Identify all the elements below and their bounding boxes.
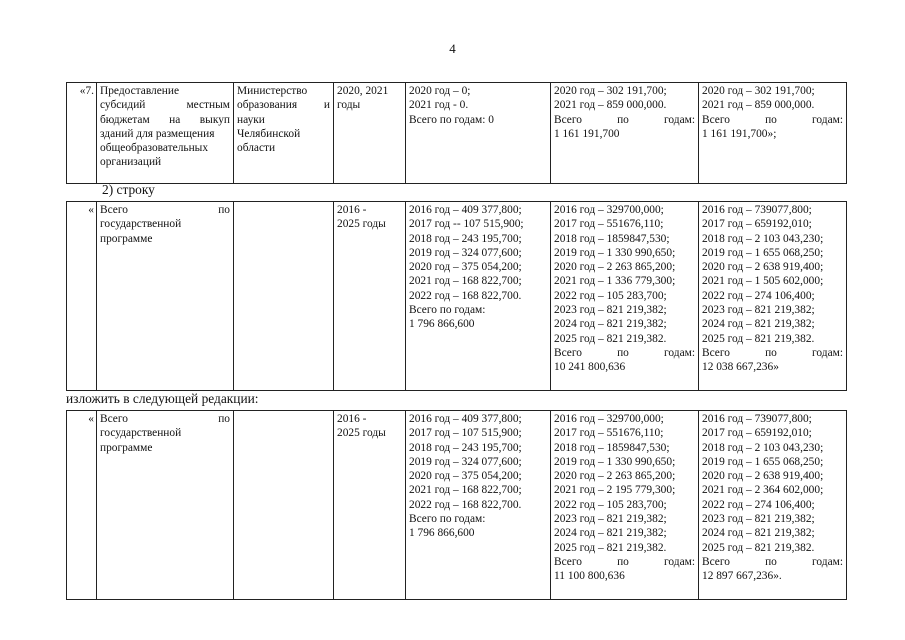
- cell-line: 2024 год – 821 219,382;: [554, 318, 667, 331]
- cell-line: образования и: [237, 99, 330, 112]
- cell-line: 2019 год – 324 077,600;: [409, 455, 522, 468]
- quote-cell: [67, 411, 97, 600]
- cell-line: Предоставление: [100, 85, 180, 97]
- cell-line: 2024 год – 821 219,382;: [554, 527, 667, 540]
- cell-line: 2017 год -- 107 515,900;: [409, 218, 524, 231]
- cell-line: бюджетам на выкуп: [100, 113, 230, 126]
- cell-line: государственной: [100, 427, 182, 440]
- cell-line: 2020 год – 2 638 919,400;: [702, 261, 824, 274]
- cell-line: общеобразовательных: [100, 142, 209, 155]
- cell-line: 2020 год – 2 638 919,400;: [702, 470, 824, 483]
- federal-budget-cell: [406, 411, 551, 600]
- cell-line: 2018 год – 2 103 043,230;: [702, 441, 824, 454]
- page-number: 4: [449, 41, 456, 56]
- cell-line: 10 241 800,636: [554, 361, 626, 374]
- cell-line: 2019 год – 1 330 990,650;: [554, 246, 676, 259]
- table-row-new-total: [66, 410, 847, 600]
- cell-line: 2016 год – 329700,000;: [554, 204, 664, 216]
- executor-cell: [234, 202, 334, 391]
- cell-line: 2020 год – 375 054,200;: [409, 261, 522, 274]
- cell-line: 2021 год – 2 195 779,300;: [554, 484, 676, 497]
- cell-line: 2017 год – 659192,010;: [702, 427, 812, 440]
- cell-line: 2021 год – 1 505 602,000;: [702, 275, 824, 288]
- table-row-7: [66, 82, 847, 184]
- cell-line: 2025 годы: [337, 218, 386, 231]
- measure-name-cell: [97, 202, 234, 391]
- cell-line: 1 161 191,700: [554, 127, 620, 140]
- quote-cell: [67, 202, 97, 391]
- cell-line: 2019 год – 1 655 068,250;: [702, 455, 824, 468]
- cell-line: субсидий местным: [100, 99, 230, 112]
- cell-line: 2016 год – 329700,000;: [554, 413, 664, 425]
- cell-line: 2023 год – 821 219,382;: [702, 304, 815, 317]
- cell-line: Всего по: [100, 204, 230, 216]
- cell-line: 2024 год – 821 219,382;: [702, 527, 815, 540]
- cell-line: 2018 год – 1859847,530;: [554, 441, 670, 454]
- cell-line: 2025 годы: [337, 427, 386, 440]
- executor-cell: [234, 411, 334, 600]
- cell-line: области: [237, 142, 276, 155]
- measure-name-cell: [97, 83, 234, 184]
- cell-line: 2021 год – 168 822,700;: [409, 275, 522, 288]
- cell-line: Министерство: [237, 85, 308, 97]
- cell-line: 12 897 667,236».: [702, 570, 782, 583]
- cell-line: 2022 год – 105 283,700;: [554, 498, 667, 511]
- cell-line: 2019 год – 1 330 990,650;: [554, 455, 676, 468]
- cell-line: 2023 год – 821 219,382;: [554, 304, 667, 317]
- cell-line: 2016 -: [337, 413, 367, 425]
- cell-line: 2021 год – 859 000,000.: [702, 99, 815, 112]
- cell-line: 2025 год – 821 219,382.: [702, 541, 815, 554]
- cell-line: 2017 год – 659192,010;: [702, 218, 812, 231]
- instruction-new-edition: изложить в следующей редакции:: [66, 391, 259, 406]
- cell-line: 2025 год – 821 219,382.: [554, 541, 667, 554]
- cell-line: Всего по годам:: [554, 555, 695, 568]
- cell-line: 2023 год – 821 219,382;: [554, 513, 667, 526]
- cell-line: 2016 -: [337, 204, 367, 216]
- cell-line: 2018 год – 243 195,700;: [409, 441, 522, 454]
- executor-cell: [234, 83, 334, 184]
- cell-line: Всего по годам:: [554, 346, 695, 359]
- cell-line: 2016 год – 409 377,800;: [409, 204, 522, 216]
- federal-budget-cell: [406, 83, 551, 184]
- row-number: «7.: [79, 85, 94, 97]
- cell-line: 2017 год – 551676,110;: [554, 427, 664, 440]
- period-cell: [334, 202, 406, 391]
- table-row-old-total: [66, 201, 847, 391]
- cell-line: 12 038 667,236»: [702, 361, 779, 374]
- cell-line: 2019 год – 324 077,600;: [409, 246, 522, 259]
- cell-line: 2025 год – 821 219,382.: [554, 332, 667, 345]
- cell-line: Всего по годам:: [409, 513, 486, 526]
- cell-line: 2020 год – 302 191,700;: [554, 85, 667, 97]
- cell-line: 2018 год – 243 195,700;: [409, 232, 522, 245]
- cell-line: 2019 год – 1 655 068,250;: [702, 246, 824, 259]
- cell-line: Всего по годам:: [409, 304, 486, 317]
- cell-line: 2022 год – 274 106,400;: [702, 498, 815, 511]
- cell-line: 2022 год – 168 822,700.: [409, 498, 522, 511]
- opening-quote: «: [88, 413, 94, 425]
- cell-line: 1 796 866,600: [409, 527, 475, 540]
- cell-line: Всего по годам:: [554, 113, 695, 126]
- regional-budget-cell: [551, 411, 699, 600]
- cell-line: годы: [337, 99, 361, 112]
- cell-line: 2023 год – 821 219,382;: [702, 513, 815, 526]
- total-budget-cell: [699, 202, 847, 391]
- cell-line: 2018 год – 1859847,530;: [554, 232, 670, 245]
- cell-line: 2022 год – 274 106,400;: [702, 289, 815, 302]
- cell-line: 2021 год - 0.: [409, 99, 469, 112]
- cell-line: 2020, 2021: [337, 85, 389, 97]
- regional-budget-cell: [551, 83, 699, 184]
- period-cell: [334, 411, 406, 600]
- period-cell: [334, 83, 406, 184]
- cell-line: зданий для размещения: [100, 127, 215, 140]
- cell-line: программе: [100, 232, 153, 245]
- regional-budget-cell: [551, 202, 699, 391]
- cell-line: 2020 год – 2 263 865,200;: [554, 470, 676, 483]
- cell-line: 2020 год – 302 191,700;: [702, 85, 815, 97]
- cell-line: организаций: [100, 156, 162, 169]
- cell-line: Всего по годам:: [702, 555, 843, 568]
- row-number-cell: [67, 83, 97, 184]
- cell-line: 2016 год – 739077,800;: [702, 204, 812, 216]
- cell-line: программе: [100, 441, 153, 454]
- cell-line: Всего по годам:: [702, 346, 843, 359]
- cell-line: 1 796 866,600: [409, 318, 475, 331]
- cell-line: 2021 год – 168 822,700;: [409, 484, 522, 497]
- cell-line: 11 100 800,636: [554, 570, 625, 583]
- cell-line: государственной: [100, 218, 182, 231]
- cell-line: 2020 год – 2 263 865,200;: [554, 261, 676, 274]
- instruction-row-2: 2) строку: [102, 182, 155, 197]
- cell-line: 2017 год – 107 515,900;: [409, 427, 522, 440]
- cell-line: 2022 год – 105 283,700;: [554, 289, 667, 302]
- cell-line: науки: [237, 113, 265, 126]
- cell-line: 2017 год – 551676,110;: [554, 218, 664, 231]
- federal-budget-cell: [406, 202, 551, 391]
- cell-line: 2016 год – 409 377,800;: [409, 413, 522, 425]
- cell-line: 2021 год – 1 336 779,300;: [554, 275, 676, 288]
- cell-line: Всего по годам: 0: [409, 113, 494, 126]
- cell-line: 2024 год – 821 219,382;: [702, 318, 815, 331]
- measure-name-cell: [97, 411, 234, 600]
- total-budget-cell: [699, 411, 847, 600]
- cell-line: 2021 год – 2 364 602,000;: [702, 484, 824, 497]
- cell-line: 2021 год – 859 000,000.: [554, 99, 667, 112]
- cell-line: 2016 год – 739077,800;: [702, 413, 812, 425]
- cell-line: Всего по: [100, 413, 230, 425]
- cell-line: 1 161 191,700»;: [702, 127, 777, 140]
- cell-line: Челябинской: [237, 127, 301, 140]
- total-budget-cell: [699, 83, 847, 184]
- cell-line: 2020 год – 375 054,200;: [409, 470, 522, 483]
- cell-line: 2025 год – 821 219,382.: [702, 332, 815, 345]
- opening-quote: «: [88, 204, 94, 216]
- cell-line: Всего по годам:: [702, 113, 843, 126]
- cell-line: 2020 год – 0;: [409, 85, 471, 97]
- cell-line: 2018 год – 2 103 043,230;: [702, 232, 824, 245]
- cell-line: 2022 год – 168 822,700.: [409, 289, 522, 302]
